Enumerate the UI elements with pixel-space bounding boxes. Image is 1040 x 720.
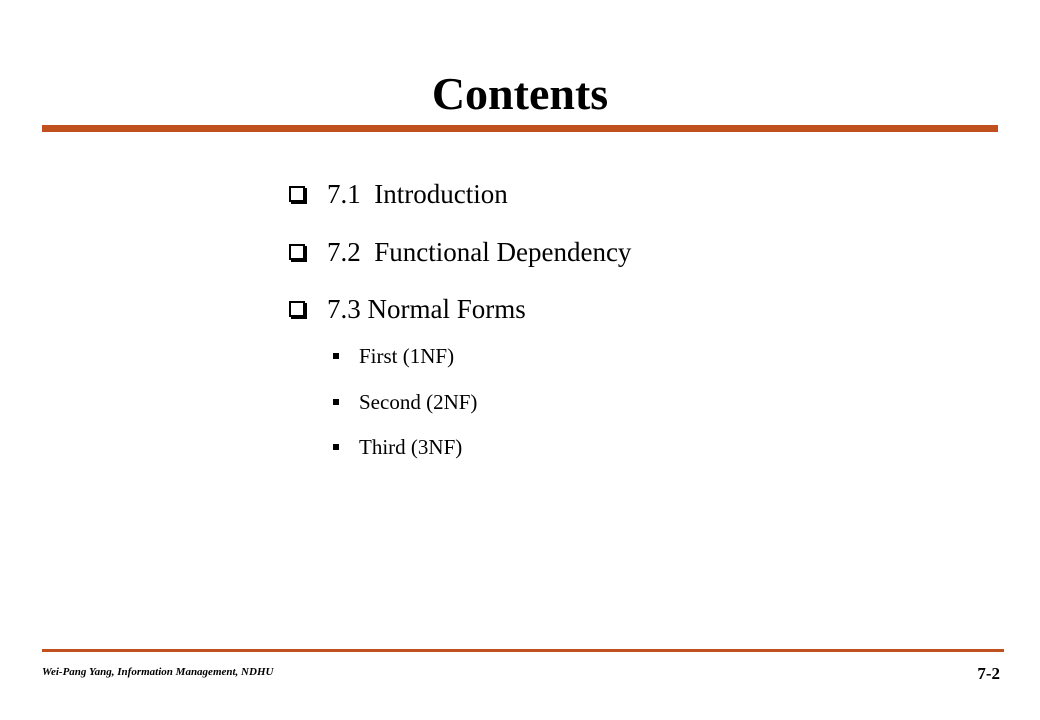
hollow-square-bullet-icon — [289, 244, 305, 260]
sub-list-item-label: Third (3NF) — [359, 434, 463, 459]
sub-list-item — [333, 343, 454, 369]
sub-list-item-label: Second (2NF) — [359, 389, 478, 414]
list-item — [287, 292, 526, 326]
filled-square-bullet-icon — [333, 353, 339, 359]
list-item — [287, 177, 508, 211]
list-item-label: 7.1 Introduction — [327, 178, 508, 209]
hollow-square-bullet-icon — [289, 186, 305, 202]
filled-square-bullet-icon — [333, 444, 339, 450]
sub-list-item — [333, 434, 462, 460]
footer-divider — [42, 649, 1004, 652]
list-item-label: 7.2 Functional Dependency — [327, 236, 632, 267]
sub-list-item-label: First (1NF) — [359, 343, 455, 368]
filled-square-bullet-icon — [333, 399, 339, 405]
hollow-square-bullet-icon — [289, 301, 305, 317]
sub-list-item — [333, 389, 477, 415]
page-number: 7-2 — [977, 664, 1000, 683]
slide-title: Contents — [431, 68, 609, 119]
list-item — [287, 235, 631, 269]
footer-credit: Wei-Pang Yang, Information Management, NDHU — [42, 666, 274, 678]
list-item-label: 7.3 Normal Forms — [327, 293, 526, 324]
